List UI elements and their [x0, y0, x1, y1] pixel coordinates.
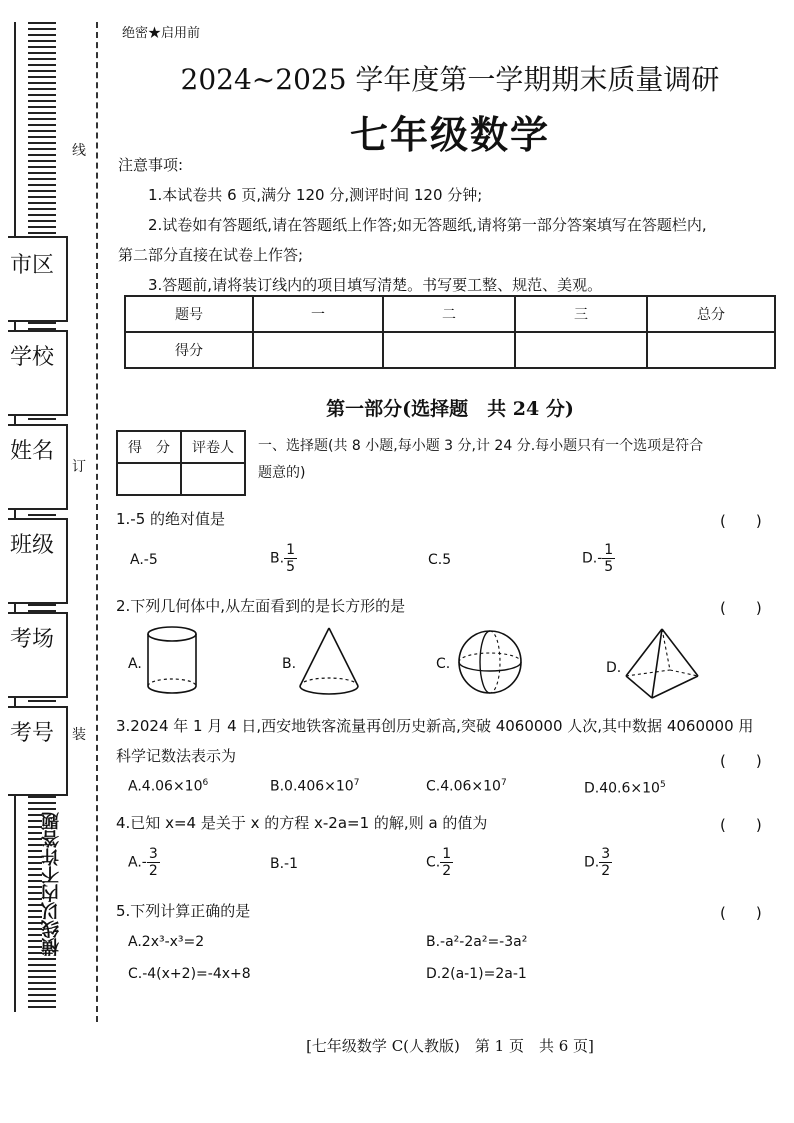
exam-subtitle: 七年级数学 — [349, 113, 550, 157]
binding-border-line — [14, 22, 16, 1012]
grader-name-cell[interactable] — [181, 463, 245, 495]
question-5-text: 5.下列计算正确的是 — [116, 902, 251, 920]
notes-heading: 注意事项: — [118, 156, 184, 174]
q5-option-d[interactable]: D.2(a-1)=2a-1 — [426, 966, 527, 982]
q3-option-a[interactable] — [128, 778, 208, 795]
exponent: 7 — [353, 778, 360, 788]
fraction-numerator: 3 — [601, 846, 611, 862]
question-3-line2: 科学记数法表示为 — [116, 747, 237, 765]
option-prefix: D.- — [582, 550, 603, 567]
answer-paren[interactable]: ( ) — [720, 512, 762, 530]
q4-option-a[interactable] — [128, 846, 160, 879]
score-header-cell: 二 — [383, 296, 515, 332]
q3-option-d[interactable] — [584, 780, 666, 797]
note-item: 第二部分直接在试卷上作答; — [118, 246, 304, 264]
fraction-denominator: 2 — [148, 863, 158, 879]
note-item: 3.答题前,请将装订线内的项目填写清楚。书写要工整、规范、美观。 — [148, 276, 603, 294]
score-header-cell: 三 — [515, 296, 647, 332]
note-item: 2.试卷如有答题纸,请在答题纸上作答;如无答题纸,请将第一部分答案填写在答题栏内, — [148, 216, 707, 234]
question-3-line1: 3.2024 年 1 月 4 日,西安地铁客流量再创历史新高,突破 4060000 人次,其中数据 4060000 用 — [116, 717, 754, 735]
cone-icon — [296, 626, 362, 698]
binding-mark-bind: 装 — [72, 727, 86, 743]
option-prefix: B. — [270, 550, 285, 567]
field-label-room: 考场 — [10, 627, 55, 652]
score-header-cell: 总分 — [647, 296, 775, 332]
option-text: B.0.406×10 — [270, 778, 354, 795]
score-cell[interactable] — [253, 332, 383, 368]
section-title: 第一部分(选择题 共 24 分) — [326, 398, 574, 420]
exponent: 5 — [659, 780, 666, 790]
fraction-numerator: 1 — [442, 846, 452, 862]
answer-paren[interactable]: ( ) — [720, 599, 762, 617]
field-label-name: 姓名 — [10, 439, 55, 464]
question-2-text: 2.下列几何体中,从左面看到的是长方形的是 — [116, 597, 406, 615]
answer-paren[interactable]: ( ) — [720, 904, 762, 922]
instruction-line: 一、选择题(共 8 小题,每小题 3 分,计 24 分.每小题只有一个选项是符合 — [258, 438, 704, 454]
pyramid-icon — [622, 626, 702, 702]
grader-table — [116, 430, 246, 496]
instruction-line: 题意的) — [258, 465, 306, 481]
binding-warning: 横线以内不许答题 — [41, 812, 62, 956]
page-footer: [七年级数学 C(人教版) 第 1 页 共 6 页] — [306, 1037, 594, 1055]
q1-option-d[interactable] — [582, 542, 615, 575]
q1-option-a[interactable]: A.-5 — [130, 552, 158, 568]
q3-option-b[interactable] — [270, 778, 359, 795]
fraction-denominator: 2 — [442, 863, 452, 879]
score-cell[interactable] — [515, 332, 647, 368]
q5-option-c[interactable]: C.-4(x+2)=-4x+8 — [128, 966, 251, 982]
q4-option-c[interactable] — [426, 846, 453, 879]
field-label-class: 班级 — [10, 533, 55, 558]
fraction-denominator: 5 — [286, 559, 295, 575]
grader-header-score: 得 分 — [117, 431, 181, 463]
option-text: A.4.06×10 — [128, 778, 203, 795]
q2-option-b[interactable]: B. — [282, 656, 297, 672]
question-1-text: 1.-5 的绝对值是 — [116, 510, 226, 528]
q2-option-d[interactable]: D. — [606, 660, 622, 676]
q5-option-a[interactable]: A.2x³-x³=2 — [128, 934, 205, 950]
option-prefix: D. — [584, 854, 600, 871]
score-cell[interactable] — [383, 332, 515, 368]
confidential-label: 绝密★启用前 — [122, 26, 201, 41]
score-cell[interactable] — [647, 332, 775, 368]
exam-title: 2024~2025 学年度第一学期期末质量调研 — [180, 63, 720, 96]
q1-option-b[interactable] — [270, 542, 297, 575]
score-header-cell: 一 — [253, 296, 383, 332]
section-instruction — [258, 433, 778, 487]
exponent: 6 — [202, 778, 209, 788]
fraction-numerator: 1 — [286, 542, 295, 558]
binding-mark-staple: 订 — [72, 459, 86, 475]
answer-paren[interactable]: ( ) — [720, 816, 762, 834]
q3-option-c[interactable] — [426, 778, 507, 795]
grader-header-grader: 评卷人 — [181, 431, 245, 463]
fraction-denominator: 5 — [604, 559, 614, 575]
score-row-label: 得分 — [125, 332, 253, 368]
note-item: 1.本试卷共 6 页,满分 120 分,测评时间 120 分钟; — [148, 186, 483, 204]
option-text: C.4.06×10 — [426, 778, 501, 795]
notes-block — [118, 150, 778, 300]
field-label-district: 市区 — [10, 253, 55, 278]
fraction-numerator: 3 — [148, 846, 158, 862]
q4-option-d[interactable] — [584, 846, 612, 879]
question-4-text: 4.已知 x=4 是关于 x 的方程 x-2a=1 的解,则 a 的值为 — [116, 814, 488, 832]
option-prefix: C. — [426, 854, 441, 871]
binding-dashed-line — [96, 22, 98, 1022]
q5-option-b[interactable]: B.-a²-2a²=-3a² — [426, 934, 528, 950]
binding-mark-line: 线 — [72, 143, 86, 159]
grader-score-cell[interactable] — [117, 463, 181, 495]
q2-option-a[interactable]: A. — [128, 656, 142, 672]
fraction-denominator: 2 — [601, 863, 611, 879]
q2-option-c[interactable]: C. — [436, 656, 451, 672]
q4-option-b[interactable]: B.-1 — [270, 856, 299, 872]
sphere-icon — [456, 628, 524, 696]
fraction-numerator: 1 — [604, 542, 614, 558]
cylinder-icon — [144, 624, 200, 698]
q1-option-c[interactable]: C.5 — [428, 552, 452, 568]
field-label-school: 学校 — [10, 345, 55, 370]
score-table — [124, 295, 776, 369]
option-prefix: A.- — [128, 854, 147, 871]
option-text: D.40.6×10 — [584, 780, 660, 797]
score-header-cell: 题号 — [125, 296, 253, 332]
answer-paren[interactable]: ( ) — [720, 752, 762, 770]
exponent: 7 — [500, 778, 507, 788]
field-label-number: 考号 — [10, 721, 55, 746]
